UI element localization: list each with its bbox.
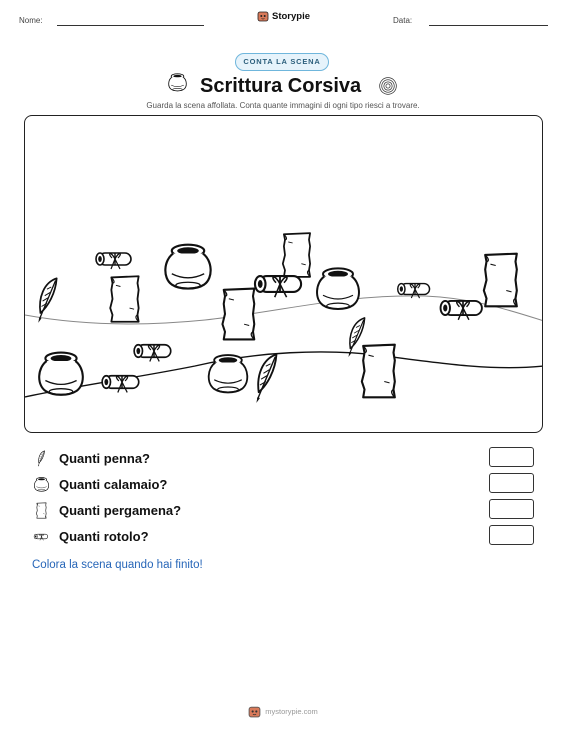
feather-icon [348,318,364,357]
question-row [33,450,150,467]
answer-box-parchment[interactable] [489,499,534,519]
feather-icon [38,278,56,322]
storypie-mascot-icon [257,10,269,22]
question-text: Quanti pergamena? [59,503,182,518]
answer-box-ink-pot[interactable] [489,473,534,493]
feather-icon [256,354,276,402]
scroll-roll-icon [441,301,482,320]
parchment-icon [110,276,138,321]
ink-pot-icon [165,245,210,289]
counting-scene [24,115,543,433]
answer-box-feather[interactable] [489,447,534,467]
ground-line [25,352,543,397]
parchment-icon [33,502,50,519]
parchment-icon [362,345,395,398]
finish-instruction: Colora la scena quando hai finito! [32,559,203,571]
scroll-roll-icon [96,253,131,269]
ink-pot-icon [167,73,188,92]
answer-box-scroll[interactable] [489,525,534,545]
swirl-icon [378,76,398,96]
feather-icon [33,450,50,467]
question-row [33,528,149,545]
question-row [33,476,167,493]
instructions: Guarda la scena affollata. Conta quante immagini di ogni tipo riesci a trovare. [146,101,420,110]
name-field[interactable] [57,25,204,26]
footer [0,705,566,718]
parchment-icon [283,233,310,277]
ink-pot-icon [33,476,50,493]
question-text: Quanti calamaio? [59,477,168,492]
question-text: Quanti rotolo? [59,529,149,544]
date-label: Data: [393,16,413,25]
question-text: Quanti penna? [59,451,150,466]
brand-name: Storypie [272,10,311,22]
section-badge: CONTA LA SCENA [235,53,329,71]
scroll-roll-icon [33,528,50,545]
parchment-icon [484,254,517,307]
name-label: Nome: [19,16,43,25]
scroll-roll-icon [255,276,301,297]
ink-pot-icon [39,353,83,395]
question-row [33,502,181,519]
date-field[interactable] [429,25,548,26]
scroll-roll-icon [134,345,171,362]
ink-pot-icon [209,355,248,392]
scroll-roll-icon [102,376,139,393]
ink-pot-icon [317,268,359,309]
parchment-icon [222,289,254,340]
brand-logo [257,10,310,22]
storypie-mascot-icon [248,705,261,718]
page-title: Scrittura Corsiva [200,75,362,97]
footer-url[interactable]: mystorypie.com [265,707,318,716]
